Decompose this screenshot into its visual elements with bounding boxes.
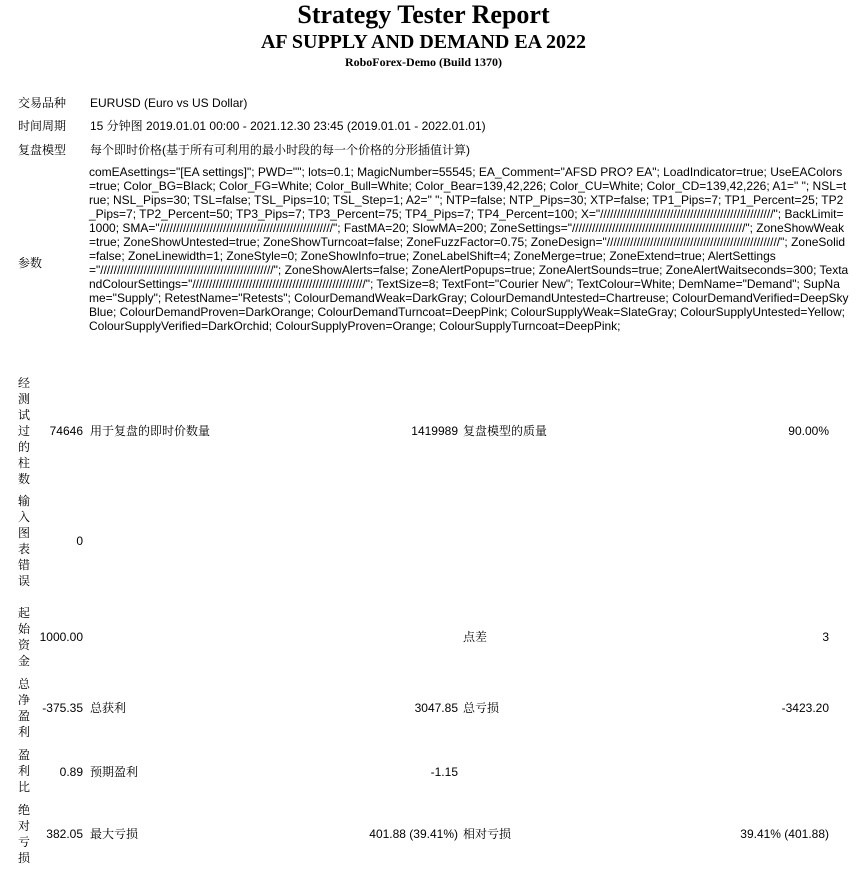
initial-deposit-value: 1000.00	[39, 630, 83, 644]
modelling-quality-label: 复盘模型的质量	[463, 424, 548, 438]
gross-loss-value: -3423.20	[781, 701, 829, 715]
symbol-label: 交易品种	[18, 96, 67, 110]
relative-drawdown-value: 39.41% (401.88)	[740, 827, 829, 841]
ticks-modelled-label: 用于复盘的即时价数量	[90, 424, 211, 438]
chart-errors-label: 输入图表错误	[18, 494, 31, 588]
absolute-drawdown-label: 绝对亏损	[18, 803, 31, 865]
symbol-value: EURUSD (Euro vs US Dollar)	[90, 96, 248, 110]
spread-value: 3	[822, 630, 829, 644]
bars-tested-value: 74646	[49, 424, 83, 438]
absolute-drawdown-value: 382.05	[46, 827, 83, 841]
spread-label: 点差	[463, 630, 488, 644]
net-profit-label: 总净盈利	[18, 677, 31, 739]
expert-advisor-name: AF SUPPLY AND DEMAND EA 2022	[260, 31, 587, 53]
report-title: Strategy Tester Report	[297, 0, 550, 29]
model-value: 每个即时价格(基于所有可利用的最小时段的每一个价格的分形插值计算)	[90, 143, 470, 157]
maximal-drawdown-value: 401.88 (39.41%)	[369, 827, 458, 841]
modelling-quality-value: 90.00%	[788, 424, 829, 438]
net-profit-value: -375.35	[42, 701, 83, 715]
initial-deposit-label: 起始资金	[18, 606, 31, 668]
server-build: RoboForex-Demo (Build 1370)	[344, 55, 503, 69]
parameters-label: 参数	[18, 256, 43, 270]
bars-tested-label: 经测试过的柱数	[18, 376, 31, 486]
chart-errors-value: 0	[76, 534, 83, 548]
profit-factor-value: 0.89	[59, 765, 83, 779]
period-value: 15 分钟图 2019.01.01 00:00 - 2021.12.30 23:45 (2019.01.01 - 2022.01.01)	[90, 119, 486, 133]
maximal-drawdown-label: 最大亏损	[90, 827, 139, 841]
parameters-value: comEAsettings="[EA settings]"; PWD=""; lots=0.1; MagicNumber=55545; EA_Comment="AFSD PRO? EA"; LoadIndicator=true; UseEAColors=true; Color_BG=Black; Color_FG=White; Color_Bull=White; Color_Bear=139,42,226; Color_CU=White; Color_CD=139,42,226; A1=" "; NSL=true; NSL_Pips=30; TSL=false; TSL_Pips=10; TSL_Step=1; A2=" "; NTP=false; NTP_Pips=30; XTP=false; TP1_Pips=7; TP1_Percent=25; TP2_Pips=7; TP2_Percent=50; TP3_Pips=7; TP3_Percent=75; TP4_Pips=7; TP4_Percent=100; X="////////////////////////////////////////////////////"; BackLimit=1000; SMA="////////////////////////////////////////////////////"; FastMA=20; SlowMA=200; ZoneSettings="////////////////////////////////////////////////////"; ZoneShowWeak=true; ZoneShowUntested=true; ZoneShowTurncoat=false; ZoneFuzzFactor=0.75; ZoneDesign="////////////////////////////////////////////////////"; ZoneSolid=false; ZoneLinewidth=1; ZoneStyle=0; ZoneShowInfo=true; ZoneLabelShift=4; ZoneMerge=true; ZoneExtend=true; AlertSettings="////////////////////////////////////////////////////"; ZoneShowAlerts=false; ZoneAlertPopups=true; ZoneAlertSounds=true; ZoneAlertWaitseconds=300; TextandColourSettings="////////////////////////////////////////////////////"; TextSize=8; TextFont="Courier New"; TextColour=White; DemName="Demand"; SupName="Supply"; RetestName="Retests"; ColourDemandWeak=DarkGray; ColourDemandUntested=Chartreuse; ColourDemandVerified=DeepSkyBlue; ColourDemandProven=DarkOrange; ColourDemandTurncoat=DeepPink; ColourSupplyWeak=SlateGray; ColourSupplyUntested=Yellow; ColourSupplyVerified=DarkOrchid; ColourSupplyProven=Orange; ColourSupplyTurncoat=DeepPink;	[89, 165, 849, 333]
profit-factor-label: 盈利比	[18, 748, 31, 794]
ticks-modelled-value: 1419989	[411, 424, 458, 438]
model-label: 复盘模型	[18, 143, 67, 157]
expected-payoff-value: -1.15	[430, 765, 458, 779]
gross-profit-value: 3047.85	[414, 701, 458, 715]
expected-payoff-label: 预期盈利	[90, 765, 139, 779]
gross-profit-label: 总获利	[90, 701, 127, 715]
relative-drawdown-label: 相对亏损	[463, 827, 512, 841]
gross-loss-label: 总亏损	[463, 701, 500, 715]
period-label: 时间周期	[18, 119, 67, 133]
